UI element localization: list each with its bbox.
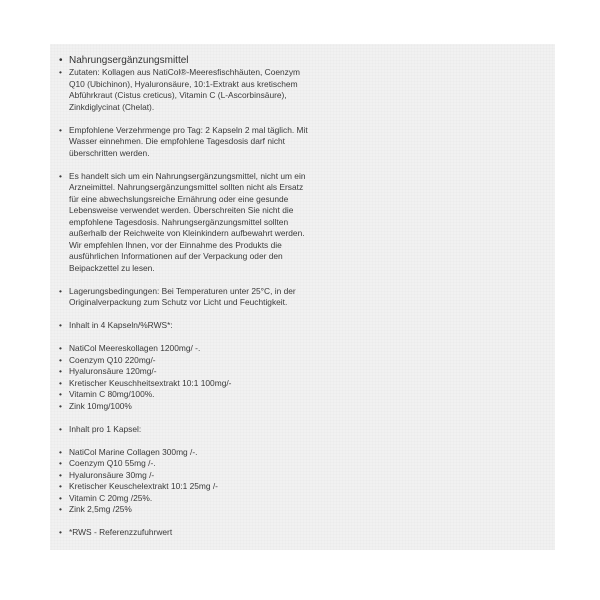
warning-line: Arzneimittel. Nahrungsergänzungsmittel sollten nicht als Ersatz xyxy=(69,182,304,192)
content-1-item: • NatiCol Marine Collagen 300mg /-. xyxy=(58,447,543,459)
storage-line: Originalverpackung zum Schutz vor Licht und Feuchtigkeit. xyxy=(69,297,288,307)
warning-line: außerhalb der Reichweite von Kleinkindern aufbewahrt werden. xyxy=(69,228,305,238)
warning-item xyxy=(58,171,543,275)
warning-line: Wir empfehlen Ihnen, vor der Einnahme des Produkts die xyxy=(69,239,282,250)
dosage-line: Wasser einnehmen. Die empfohlene Tagesdosis darf nicht xyxy=(69,136,286,146)
content-4-item: • Coenzym Q10 220mg/- xyxy=(58,355,543,367)
ingredients-line: Zinkdiglycinat (Chelat). xyxy=(69,101,155,112)
warning-line: empfohlene Tagesdosis. Nahrungsergänzungsmittel sollten xyxy=(69,216,289,227)
content-1-item: • Zink 2,5mg /25% xyxy=(58,504,543,516)
content-1-item: • Vitamin C 20mg /25%. xyxy=(58,493,543,505)
content-4-item: • Kretischer Keuschheitsextrakt 10:1 100mg/- xyxy=(58,378,543,390)
content-1-item: • Coenzym Q10 55mg /-. xyxy=(58,458,543,470)
storage-line: • Lagerungsbedingungen: Bei Temperaturen unter 25°C, in der xyxy=(69,285,296,296)
dosage-line: • Empfohlene Verzehrmenge pro Tag: 2 Kapseln 2 mal täglich. Mit xyxy=(69,124,308,135)
dosage-item xyxy=(58,125,543,160)
warning-line: Lebensweise verwendet werden. Überschreiten Sie nicht die xyxy=(69,205,294,215)
warning-line: • Es handelt sich um ein Nahrungsergänzungsmittel, nicht um ein xyxy=(69,170,306,181)
content-4-item: • Hyaluronsäure 120mg/- xyxy=(58,366,543,378)
content-1-item: • Hyaluronsäure 30mg /- xyxy=(58,470,543,482)
label-card xyxy=(50,44,555,550)
ingredients-line: Abführkraut (Cistus creticus), Vitamin C (L-Ascorbinsäure), xyxy=(69,90,287,100)
warning-line: für eine abwechslungsreiche Ernährung oder eine gesunde xyxy=(69,193,289,204)
content-4-heading: • Inhalt in 4 Kapseln/%RWS*: xyxy=(58,320,543,332)
warning-line: Beipackzettel zu lesen. xyxy=(69,262,155,273)
content-4-item: • Zink 10mg/100% xyxy=(58,401,543,413)
product-title: • Nahrungsergänzungsmittel xyxy=(58,54,543,67)
storage-item xyxy=(58,286,543,309)
content-1-heading: • Inhalt pro 1 Kapsel: xyxy=(58,424,543,436)
content-4-item: • NatiCol Meereskollagen 1200mg/ -. xyxy=(58,343,543,355)
footnote: • *RWS - Referenzzufuhrwert xyxy=(58,527,543,539)
ingredients-line: Q10 (Ubichinon), Hyaluronsäure, 10:1-Extrakt aus kretischem xyxy=(69,78,298,89)
dosage-line: überschritten werden. xyxy=(69,147,150,158)
label-text xyxy=(58,54,543,539)
ingredients-item xyxy=(58,67,543,113)
warning-line: ausführlichen Informationen auf der Verpackung oder den xyxy=(69,251,283,261)
ingredients-line: • Zutaten: Kollagen aus NatiCol®-Meeresfischhäuten, Coenzym xyxy=(69,67,301,77)
content-4-item: • Vitamin C 80mg/100%. xyxy=(58,389,543,401)
content-1-item: • Kretischer Keuschelextrakt 10:1 25mg /- xyxy=(58,481,543,493)
